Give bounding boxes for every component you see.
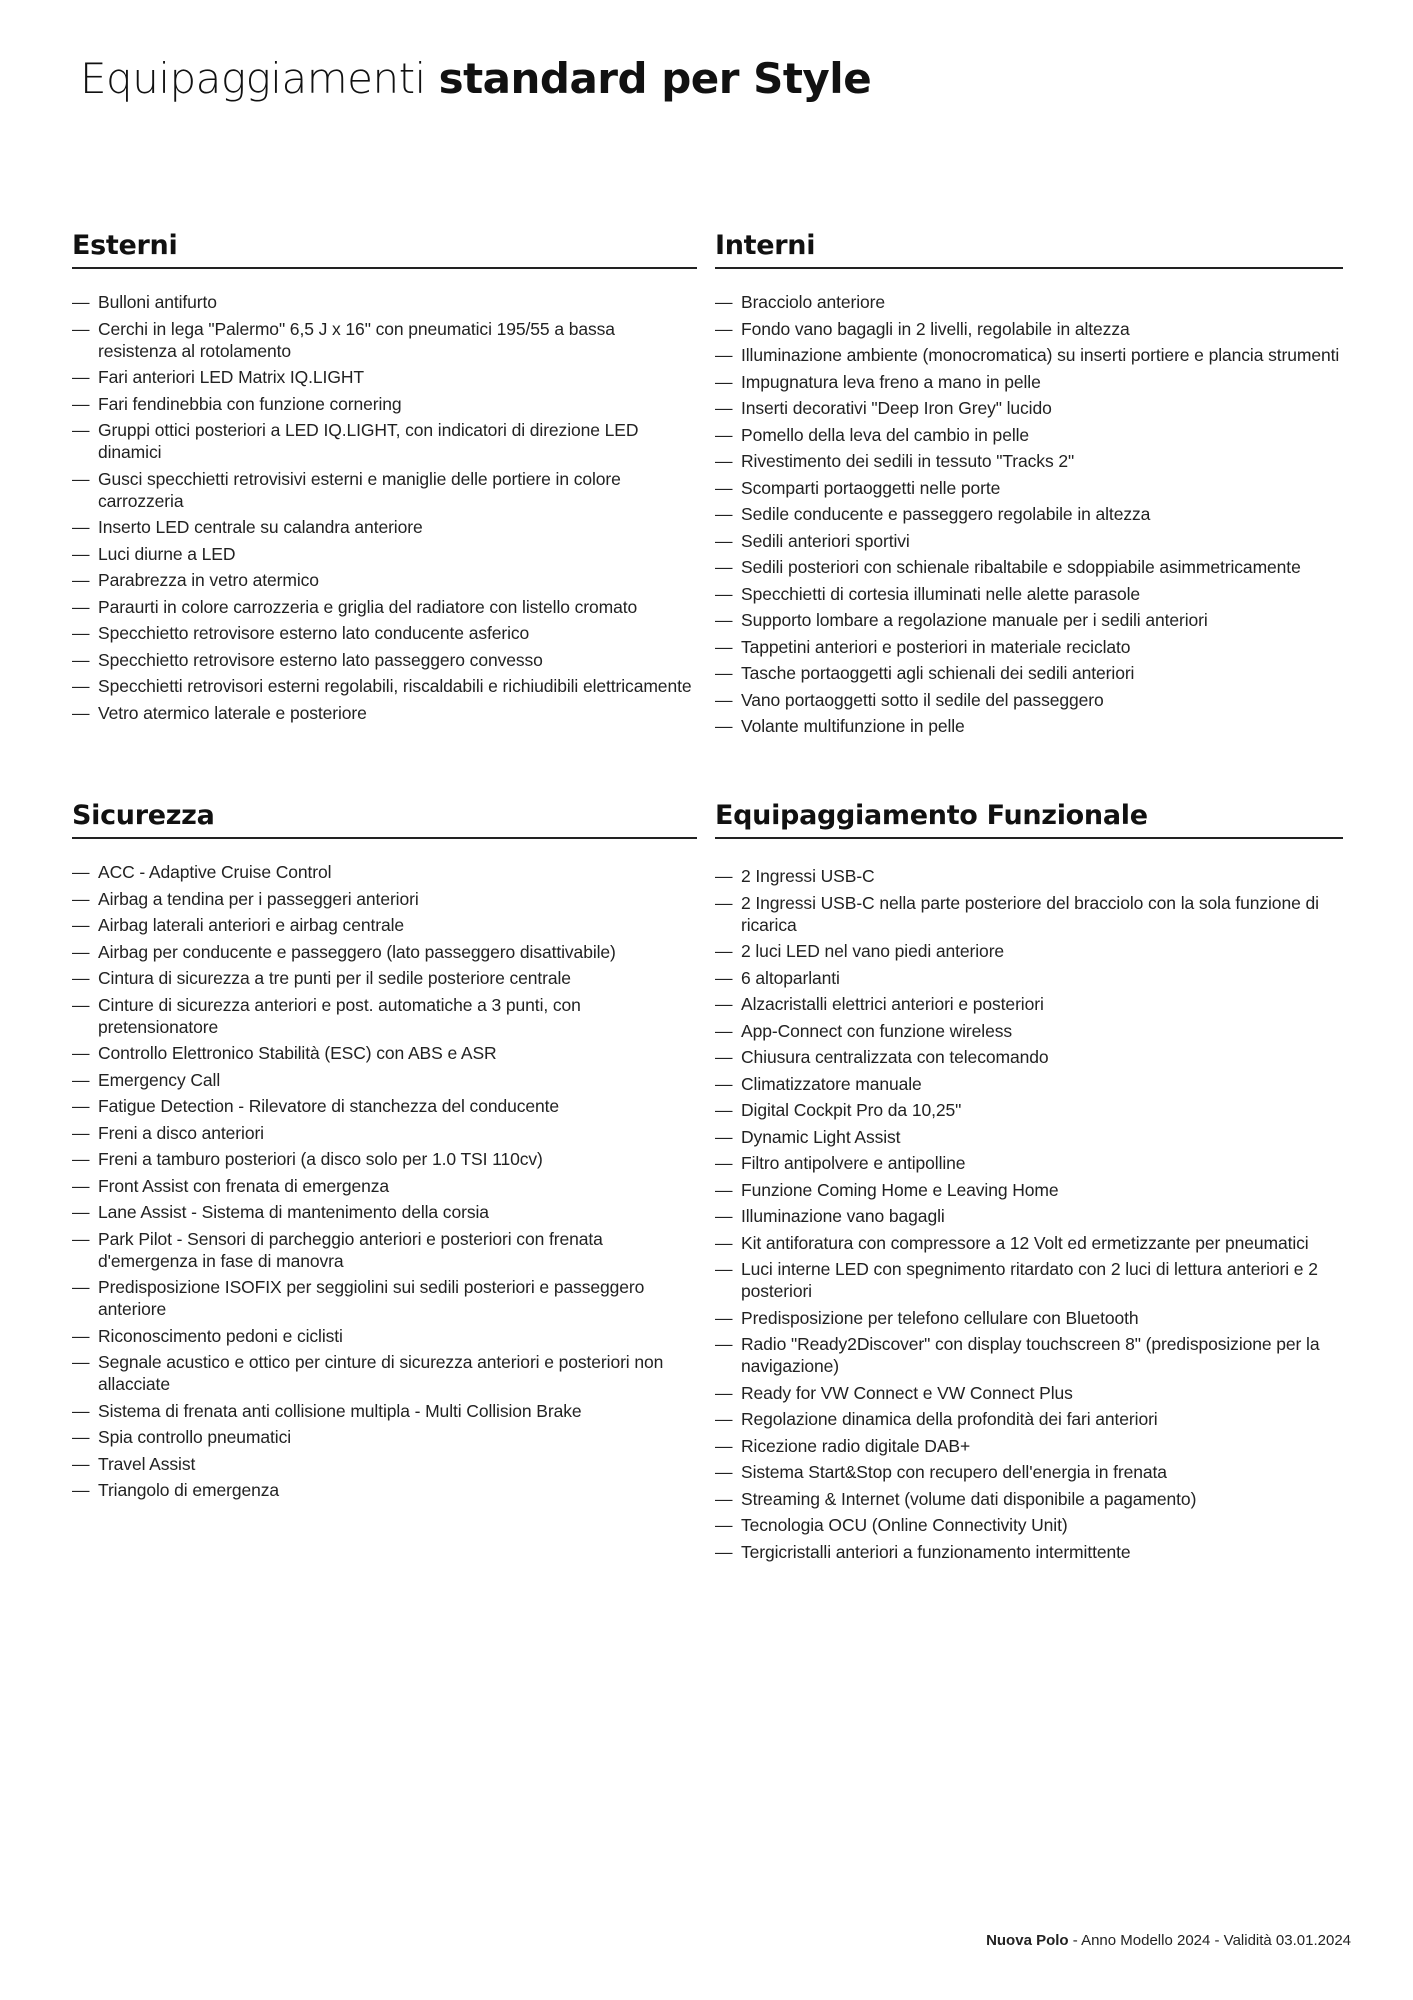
list-item [72, 1453, 697, 1475]
dash-bullet-icon: — [72, 1453, 90, 1474]
list-item-text: Fari anteriori LED Matrix IQ.LIGHT [98, 367, 364, 387]
dash-bullet-icon: — [715, 1153, 733, 1173]
dash-bullet-icon: — [715, 1126, 733, 1147]
dash-bullet-icon: — [72, 1175, 90, 1196]
list-item-text: Triangolo di emergenza [98, 1480, 280, 1500]
section-interni [715, 230, 1343, 742]
list-item [72, 702, 697, 724]
list-item [715, 344, 1343, 366]
list-item-text: Travel Assist [98, 1453, 196, 1474]
list-item-text: Vetro atermico laterale e posteriore [98, 702, 367, 723]
list-item-text: Airbag laterali anteriori e airbag centrale [98, 915, 405, 935]
list-item-text: Bulloni antifurto [98, 292, 217, 312]
list-item-text: Fondo vano bagagli in 2 livelli, regolabile in altezza [741, 318, 1130, 339]
list-item [715, 715, 1343, 737]
dash-bullet-icon: — [715, 1462, 733, 1482]
dash-bullet-icon: — [72, 393, 90, 414]
list-item [72, 1351, 697, 1395]
list-item [72, 1069, 697, 1091]
dash-bullet-icon: — [72, 649, 90, 670]
dash-bullet-icon: — [72, 1480, 90, 1500]
feature-list [72, 291, 697, 724]
list-item-text: Funzione Coming Home e Leaving Home [741, 1179, 1059, 1200]
list-item-text: Pomello della leva del cambio in pelle [741, 424, 1030, 445]
list-item [715, 530, 1343, 552]
list-item [72, 967, 697, 989]
list-item [72, 419, 697, 463]
list-item [715, 1126, 1343, 1148]
dash-bullet-icon: — [715, 477, 733, 498]
footer-model: Nuova Polo [986, 1932, 1069, 1949]
dash-bullet-icon: — [715, 1179, 733, 1200]
dash-bullet-icon: — [715, 1488, 733, 1509]
list-item [72, 1228, 697, 1272]
list-item-text: Tasche portaoggetti agli schienali dei sedili anteriori [741, 663, 1135, 683]
dash-bullet-icon: — [72, 517, 90, 537]
list-item-text: Radio "Ready2Discover" con display touchscreen 8" (predisposizione per la navigazione) [741, 1334, 1320, 1376]
list-item [72, 291, 697, 313]
list-item-text: Emergency Call [98, 1069, 221, 1090]
dash-bullet-icon: — [715, 636, 733, 657]
dash-bullet-icon: — [715, 345, 733, 365]
dash-bullet-icon: — [715, 1073, 733, 1094]
list-item [715, 940, 1343, 962]
list-item-text: Specchietto retrovisore esterno lato passeggero convesso [98, 649, 543, 670]
list-item-text: Fatigue Detection - Rilevatore di stanchezza del conducente [98, 1096, 560, 1116]
title-light: Equipaggiamenti [80, 54, 426, 103]
list-item-text: Front Assist con frenata di emergenza [98, 1175, 390, 1196]
dash-bullet-icon: — [715, 318, 733, 339]
list-item [715, 556, 1343, 578]
dash-bullet-icon: — [715, 504, 733, 524]
list-item-text: Luci interne LED con spegnimento ritardato con 2 luci di lettura anteriori e 2 posteriori [741, 1259, 1318, 1301]
list-item-text: ACC - Adaptive Cruise Control [98, 862, 332, 882]
dash-bullet-icon: — [715, 994, 733, 1014]
list-item [715, 1046, 1343, 1068]
list-item-text: Streaming & Internet (volume dati disponibile a pagamento) [741, 1488, 1197, 1509]
dash-bullet-icon: — [715, 892, 733, 913]
list-item [715, 1435, 1343, 1457]
dash-bullet-icon: — [715, 967, 733, 988]
dash-bullet-icon: — [715, 716, 733, 736]
list-item-text: Riconoscimento pedoni e ciclisti [98, 1325, 343, 1346]
list-item-text: Sistema Start&Stop con recupero dell'energia in frenata [741, 1462, 1167, 1482]
dash-bullet-icon: — [72, 292, 90, 312]
list-item-text: App-Connect con funzione wireless [741, 1020, 1013, 1041]
dash-bullet-icon: — [72, 1069, 90, 1090]
list-item-text: Illuminazione ambiente (monocromatica) su inserti portiere e plancia strumenti [741, 345, 1340, 365]
dash-bullet-icon: — [715, 1232, 733, 1253]
list-item-text: Alzacristalli elettrici anteriori e posteriori [741, 994, 1044, 1014]
dash-bullet-icon: — [72, 318, 90, 339]
list-item [715, 371, 1343, 393]
list-item [72, 318, 697, 362]
list-item-text: 6 altoparlanti [741, 967, 840, 988]
dash-bullet-icon: — [715, 451, 733, 471]
list-item [72, 1400, 697, 1422]
list-item-text: Paraurti in colore carrozzeria e griglia del radiatore con listello cromato [98, 596, 638, 617]
dash-bullet-icon: — [715, 941, 733, 961]
list-item [715, 1514, 1343, 1536]
list-item-text: Specchietti di cortesia illuminati nelle alette parasole [741, 583, 1141, 604]
dash-bullet-icon: — [72, 1228, 90, 1249]
list-item [72, 649, 697, 671]
dash-bullet-icon: — [715, 610, 733, 630]
list-item-text: Dynamic Light Assist [741, 1126, 901, 1147]
dash-bullet-icon: — [715, 1100, 733, 1120]
dash-bullet-icon: — [72, 420, 90, 440]
section-sicurezza [72, 800, 697, 1506]
list-item-text: Kit antiforatura con compressore a 12 Volt ed ermetizzante per pneumatici [741, 1232, 1309, 1253]
dash-bullet-icon: — [72, 1352, 90, 1372]
list-item-text: Illuminazione vano bagagli [741, 1206, 945, 1226]
list-item [72, 1122, 697, 1144]
list-item-text: Scomparti portaoggetti nelle porte [741, 477, 1001, 498]
dash-bullet-icon: — [715, 583, 733, 604]
dash-bullet-icon: — [72, 968, 90, 988]
dash-bullet-icon: — [72, 676, 90, 696]
dash-bullet-icon: — [72, 1043, 90, 1063]
list-item [715, 503, 1343, 525]
section-heading: Interni [715, 230, 1343, 269]
dash-bullet-icon: — [72, 1400, 90, 1421]
dash-bullet-icon: — [72, 1096, 90, 1116]
list-item-text: Lane Assist - Sistema di mantenimento della corsia [98, 1202, 489, 1222]
list-item [715, 318, 1343, 340]
dash-bullet-icon: — [715, 1259, 733, 1279]
list-item [72, 569, 697, 591]
dash-bullet-icon: — [72, 1202, 90, 1222]
list-item-text: 2 Ingressi USB-C [741, 866, 875, 886]
list-item-text: Tergicristalli anteriori a funzionamento intermittente [741, 1541, 1131, 1562]
dash-bullet-icon: — [72, 994, 90, 1015]
list-item-text: Freni a disco anteriori [98, 1122, 264, 1143]
list-item [715, 1205, 1343, 1227]
list-item-text: Bracciolo anteriore [741, 292, 886, 312]
list-item-text: Gusci specchietti retrovisivi esterni e maniglie delle portiere in colore carrozzeria [98, 468, 621, 511]
dash-bullet-icon: — [72, 468, 90, 489]
section-heading: Sicurezza [72, 800, 697, 839]
list-item-text: Volante multifunzione in pelle [741, 716, 965, 736]
footer [986, 1932, 1351, 1949]
list-item [715, 1461, 1343, 1483]
list-item-text: Inserti decorativi "Deep Iron Grey" lucido [741, 398, 1052, 418]
list-item-text: Climatizzatore manuale [741, 1073, 922, 1094]
list-item [715, 583, 1343, 605]
list-item [715, 892, 1343, 936]
list-item [715, 1179, 1343, 1201]
list-item-text: 2 luci LED nel vano piedi anteriore [741, 941, 1005, 961]
list-item [72, 1426, 697, 1448]
list-item-text: Luci diurne a LED [98, 543, 236, 564]
list-item [715, 1099, 1343, 1121]
list-item [72, 861, 697, 883]
list-item [715, 1258, 1343, 1302]
list-item [715, 1232, 1343, 1254]
list-item [72, 1095, 697, 1117]
list-item [72, 888, 697, 910]
list-item-text: Impugnatura leva freno a mano in pelle [741, 371, 1041, 392]
section-esterni [72, 230, 697, 728]
list-item-text: Airbag per conducente e passeggero (lato passeggero disattivabile) [98, 941, 616, 962]
list-item-text: Cintura di sicurezza a tre punti per il sedile posteriore centrale [98, 968, 571, 988]
dash-bullet-icon: — [715, 1307, 733, 1328]
list-item-text: Sedili posteriori con schienale ribaltabile e sdoppiabile asimmetricamente [741, 557, 1301, 577]
list-item [715, 397, 1343, 419]
list-item [715, 1020, 1343, 1042]
dash-bullet-icon: — [715, 371, 733, 392]
list-item-text: Vano portaoggetti sotto il sedile del passeggero [741, 689, 1104, 710]
list-item-text: Ricezione radio digitale DAB+ [741, 1435, 971, 1456]
list-item [715, 662, 1343, 684]
list-item [715, 291, 1343, 313]
dash-bullet-icon: — [72, 543, 90, 564]
dash-bullet-icon: — [72, 915, 90, 935]
dash-bullet-icon: — [72, 623, 90, 643]
dash-bullet-icon: — [715, 557, 733, 577]
dash-bullet-icon: — [715, 689, 733, 710]
list-item-text: Inserto LED centrale su calandra anteriore [98, 517, 423, 537]
list-item-text: Sedile conducente e passeggero regolabile in altezza [741, 504, 1151, 524]
list-item [715, 1408, 1343, 1430]
dash-bullet-icon: — [72, 570, 90, 590]
list-item-text: Specchietti retrovisori esterni regolabili, riscaldabili e richiudibili elettricamente [98, 676, 692, 696]
list-item [72, 622, 697, 644]
list-item [715, 477, 1343, 499]
list-item [72, 1175, 697, 1197]
list-item-text: Spia controllo pneumatici [98, 1427, 292, 1447]
list-item-text: Segnale acustico e ottico per cinture di sicurezza anteriori e posteriori non allacciate [98, 1352, 664, 1394]
list-item [72, 596, 697, 618]
list-item [715, 1333, 1343, 1377]
dash-bullet-icon: — [72, 1325, 90, 1346]
list-item-text: Regolazione dinamica della profondità dei fari anteriori [741, 1409, 1158, 1429]
list-item [715, 1541, 1343, 1563]
list-item-text: 2 Ingressi USB-C nella parte posteriore del bracciolo con la sola funzione di ricarica [741, 892, 1319, 935]
list-item-text: Controllo Elettronico Stabilità (ESC) con ABS e ASR [98, 1043, 497, 1063]
list-item [715, 1152, 1343, 1174]
list-item-text: Sistema di frenata anti collisione multipla - Multi Collision Brake [98, 1400, 582, 1421]
list-item-text: Freni a tamburo posteriori (a disco solo per 1.0 TSI 110cv) [98, 1149, 543, 1169]
feature-list [715, 291, 1343, 737]
list-item-text: Rivestimento dei sedili in tessuto "Tracks 2" [741, 451, 1075, 471]
list-item [72, 994, 697, 1038]
section-heading: Esterni [72, 230, 697, 269]
footer-validity: - Anno Modello 2024 - Validità 03.01.2024 [1068, 1932, 1351, 1949]
dash-bullet-icon: — [715, 1020, 733, 1041]
list-item-text: Cerchi in lega "Palermo" 6,5 J x 16" con pneumatici 195/55 a bassa resistenza al rotolamento [98, 318, 615, 361]
list-item [715, 1307, 1343, 1329]
list-item [715, 1073, 1343, 1095]
feature-list [715, 865, 1343, 1563]
list-item-text: Chiusura centralizzata con telecomando [741, 1047, 1049, 1067]
list-item [72, 675, 697, 697]
list-item [72, 1042, 697, 1064]
list-item [715, 689, 1343, 711]
list-item [72, 468, 697, 512]
dash-bullet-icon: — [715, 663, 733, 683]
section-equipaggiamento-funzionale [715, 800, 1343, 1567]
dash-bullet-icon: — [72, 367, 90, 387]
dash-bullet-icon: — [715, 1334, 733, 1354]
dash-bullet-icon: — [72, 596, 90, 617]
list-item [72, 1148, 697, 1170]
list-item-text: Park Pilot - Sensori di parcheggio anteriori e posteriori con frenata d'emergenza in fase di manovra [98, 1228, 603, 1271]
list-item [72, 1479, 697, 1501]
list-item-text: Fari fendinebbia con funzione cornering [98, 393, 402, 414]
list-item [715, 609, 1343, 631]
list-item-text: Cinture di sicurezza anteriori e post. automatiche a 3 punti, con pretensionatore [98, 994, 581, 1037]
list-item [72, 1276, 697, 1320]
dash-bullet-icon: — [715, 1409, 733, 1429]
list-item-text: Gruppi ottici posteriori a LED IQ.LIGHT, con indicatori di direzione LED dinamici [98, 420, 639, 462]
list-item-text: Predisposizione per telefono cellulare con Bluetooth [741, 1307, 1139, 1328]
list-item [715, 865, 1343, 887]
list-item [72, 1325, 697, 1347]
list-item [72, 543, 697, 565]
page-title [80, 54, 871, 103]
list-item [72, 1201, 697, 1223]
dash-bullet-icon: — [72, 702, 90, 723]
dash-bullet-icon: — [72, 1149, 90, 1169]
dash-bullet-icon: — [72, 1427, 90, 1447]
dash-bullet-icon: — [72, 1122, 90, 1143]
list-item [715, 993, 1343, 1015]
dash-bullet-icon: — [715, 866, 733, 886]
list-item-text: Sedili anteriori sportivi [741, 530, 910, 551]
list-item [72, 941, 697, 963]
dash-bullet-icon: — [715, 398, 733, 418]
dash-bullet-icon: — [715, 1206, 733, 1226]
list-item-text: Ready for VW Connect e VW Connect Plus [741, 1382, 1073, 1403]
dash-bullet-icon: — [715, 1435, 733, 1456]
dash-bullet-icon: — [72, 941, 90, 962]
dash-bullet-icon: — [715, 1515, 733, 1535]
list-item [715, 450, 1343, 472]
list-item-text: Parabrezza in vetro atermico [98, 570, 319, 590]
dash-bullet-icon: — [715, 1047, 733, 1067]
list-item [715, 1382, 1343, 1404]
list-item-text: Supporto lombare a regolazione manuale per i sedili anteriori [741, 610, 1208, 630]
dash-bullet-icon: — [715, 1541, 733, 1562]
list-item-text: Filtro antipolvere e antipolline [741, 1153, 966, 1173]
list-item [72, 914, 697, 936]
list-item [715, 424, 1343, 446]
list-item [715, 1488, 1343, 1510]
list-item-text: Airbag a tendina per i passeggeri anteriori [98, 888, 419, 909]
title-bold: standard per Style [438, 54, 872, 103]
dash-bullet-icon: — [715, 292, 733, 312]
dash-bullet-icon: — [715, 530, 733, 551]
list-item-text: Tappetini anteriori e posteriori in materiale reciclato [741, 636, 1131, 657]
list-item-text: Predisposizione ISOFIX per seggiolini sui sedili posteriori e passeggero anteriore [98, 1277, 645, 1319]
list-item [72, 366, 697, 388]
dash-bullet-icon: — [715, 1382, 733, 1403]
list-item [715, 636, 1343, 658]
list-item [72, 516, 697, 538]
list-item-text: Digital Cockpit Pro da 10,25" [741, 1100, 962, 1120]
section-heading: Equipaggiamento Funzionale [715, 800, 1343, 839]
list-item [715, 967, 1343, 989]
dash-bullet-icon: — [72, 888, 90, 909]
dash-bullet-icon: — [72, 1277, 90, 1297]
dash-bullet-icon: — [72, 862, 90, 882]
dash-bullet-icon: — [715, 424, 733, 445]
list-item-text: Tecnologia OCU (Online Connectivity Unit) [741, 1515, 1068, 1535]
list-item-text: Specchietto retrovisore esterno lato conducente asferico [98, 623, 530, 643]
list-item [72, 393, 697, 415]
feature-list [72, 861, 697, 1501]
